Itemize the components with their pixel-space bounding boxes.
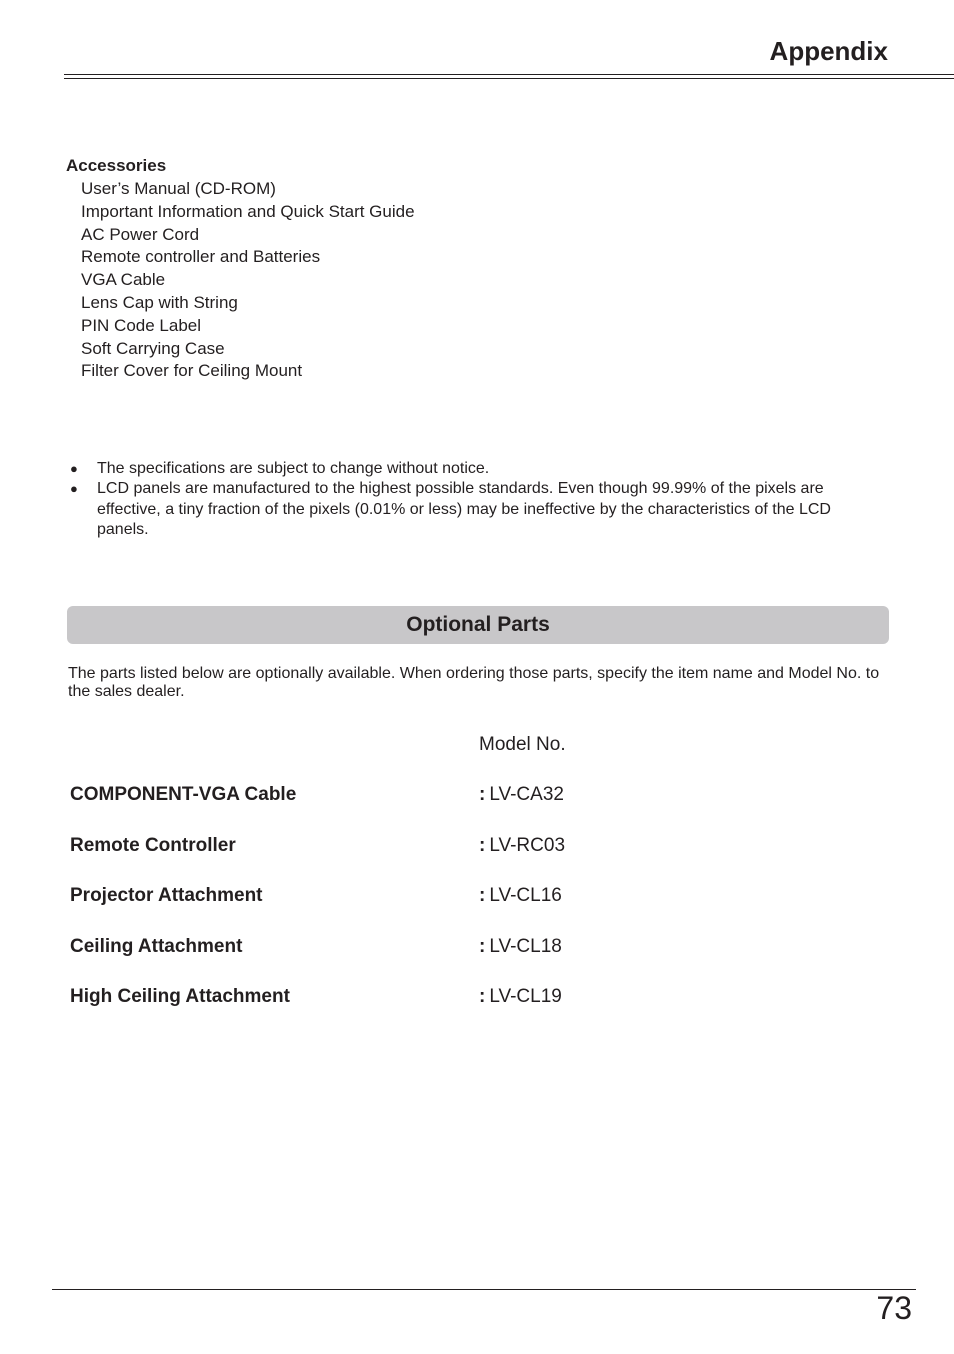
separator: : bbox=[479, 885, 486, 907]
bullet-icon: ● bbox=[70, 461, 78, 476]
note-item bbox=[70, 459, 850, 479]
list-item: Filter Cover for Ceiling Mount bbox=[81, 361, 303, 381]
list-item: VGA Cable bbox=[81, 270, 166, 290]
notes-list bbox=[70, 459, 850, 540]
part-row bbox=[70, 885, 770, 936]
footer-rule bbox=[52, 1289, 916, 1290]
list-item: AC Power Cord bbox=[81, 224, 200, 244]
part-model bbox=[479, 885, 562, 907]
model-number: LV-RC03 bbox=[489, 834, 566, 856]
model-number: LV-CA32 bbox=[489, 784, 564, 805]
model-no-header: Model No. bbox=[479, 734, 566, 755]
list-item: Remote controller and Batteries bbox=[81, 247, 321, 267]
list-item: Lens Cap with String bbox=[81, 292, 238, 312]
part-row bbox=[70, 986, 770, 1037]
list-item: User’s Manual (CD-ROM) bbox=[81, 179, 276, 198]
part-row bbox=[70, 784, 770, 835]
note-text: LCD panels are manufactured to the highest possible standards. Even though 99.99% of the pixels are effective, a tiny fraction of the pixels (0.01% or less) may be ineffective by the characteristics of the LCD panels. bbox=[97, 480, 831, 538]
separator: : bbox=[479, 834, 486, 856]
part-name: COMPONENT-VGA Cable bbox=[70, 784, 297, 805]
note-text: The specifications are subject to change without notice. bbox=[97, 460, 490, 477]
optional-parts-list bbox=[70, 784, 770, 1037]
part-model bbox=[479, 784, 564, 806]
model-number: LV-CL16 bbox=[489, 885, 562, 907]
list-item: Soft Carrying Case bbox=[81, 338, 225, 358]
model-number: LV-CL18 bbox=[489, 935, 562, 957]
part-name: Ceiling Attachment bbox=[70, 935, 243, 957]
part-model bbox=[479, 835, 565, 857]
separator: : bbox=[479, 986, 486, 1008]
part-model bbox=[479, 986, 562, 1008]
separator: : bbox=[479, 935, 486, 957]
accessories-heading: Accessories bbox=[66, 156, 167, 175]
header-rule bbox=[64, 74, 954, 75]
bullet-icon: ● bbox=[70, 481, 78, 497]
note-item bbox=[70, 479, 850, 540]
accessories-list bbox=[81, 178, 415, 383]
part-row bbox=[70, 835, 770, 886]
part-model bbox=[479, 936, 562, 958]
part-row bbox=[70, 936, 770, 987]
list-item: Important Information and Quick Start Guide bbox=[81, 201, 415, 221]
header-rule-thin bbox=[64, 78, 954, 79]
separator: : bbox=[479, 784, 486, 805]
page-title: Appendix bbox=[769, 36, 888, 66]
section-title: Optional Parts bbox=[406, 613, 550, 636]
optional-parts-header bbox=[67, 606, 889, 644]
list-item: PIN Code Label bbox=[81, 315, 202, 335]
model-number: LV-CL19 bbox=[489, 986, 562, 1008]
optional-parts-intro: The parts listed below are optionally available. When ordering those parts, specify the item name and Model No. to the sales dealer. bbox=[68, 665, 880, 700]
part-name: Remote Controller bbox=[70, 834, 236, 856]
part-name: High Ceiling Attachment bbox=[70, 986, 290, 1008]
part-name: Projector Attachment bbox=[70, 885, 263, 907]
page-number: 73 bbox=[876, 1290, 912, 1326]
